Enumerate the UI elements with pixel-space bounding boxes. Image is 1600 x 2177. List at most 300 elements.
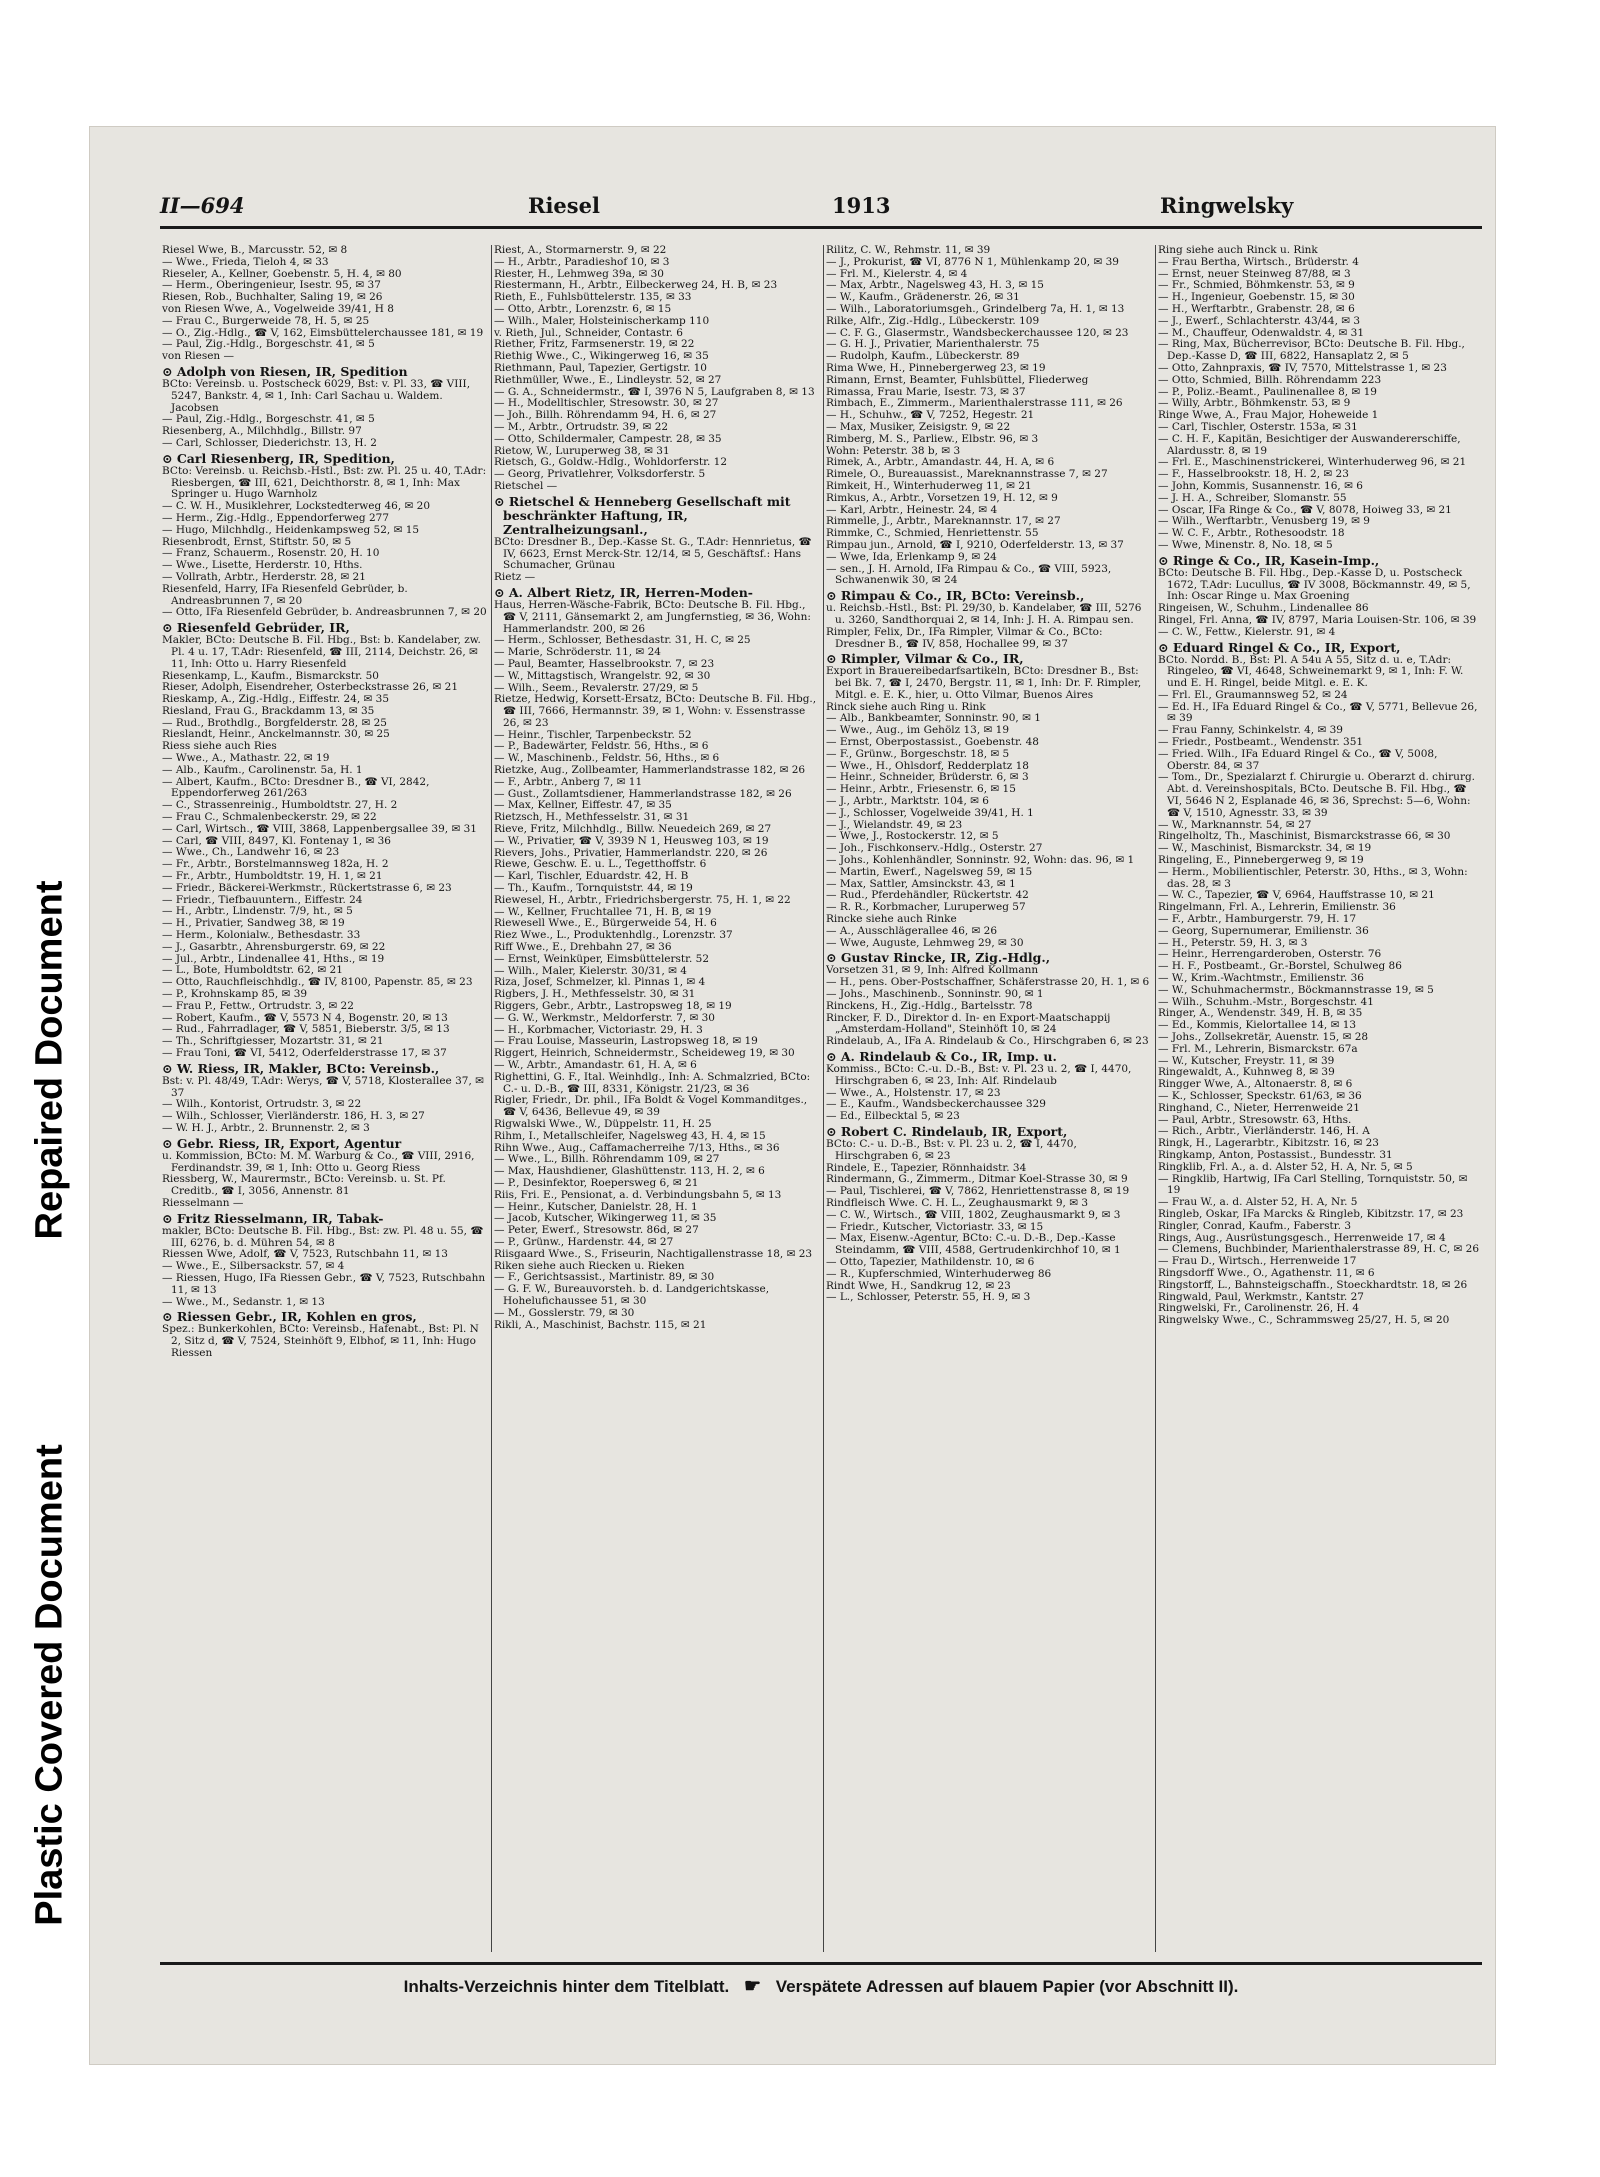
directory-entry: — F., Arbtr., Hamburgerstr. 79, H. 17 <box>1158 913 1357 926</box>
directory-entry: — H., Schuhw., ☎ V, 7252, Hegestr. 21 <box>826 409 1035 422</box>
directory-entry: Ringleb, Oskar, IFa Marcks & Ringleb, Kibitzstr. 17, ✉ 23 <box>1158 1207 1464 1220</box>
directory-entry: — Carl, Wirtsch., ☎ VIII, 3868, Lappenbergsallee 39, ✉ 31 <box>162 822 477 835</box>
directory-entry: — Wilh., Laboratoriumsgeh., Grindelberg 7a, H. 1, ✉ 13 <box>826 302 1125 315</box>
directory-entry: Rihn Wwe., Aug., Caffamacherreihe 7/13, Hths., ✉ 36 <box>494 1141 780 1154</box>
directory-entry: Ringklib, Frl. A., a. d. Alster 52, H. A, Nr. 5, ✉ 5 <box>1158 1160 1413 1173</box>
directory-entry: Ringwelski, Fr., Carolinenstr. 26, H. 4 <box>1158 1302 1360 1315</box>
page-footer <box>160 1975 1482 1998</box>
directory-entry: Ringwelsky Wwe., C., Schrammsweg 25/27, H. 5, ✉ 20 <box>1158 1314 1450 1327</box>
directory-entry: Makler, BCto: Deutsche B. Fil. Hbg., Bst: b. Kandelaber, zw. Pl. 4 u. 17, T.Adr: Riesenfeld, ☎ III, 2114, Deichstr. 26, ✉ 11, Inh: Otto u. Harry Riesenfeld <box>162 634 481 670</box>
directory-entry: — Wilh., Schlosser, Vierländerstr. 186, H. 3, ✉ 27 <box>162 1110 425 1123</box>
directory-entry: Ringeling, E., Pinnebergerweg 9, ✉ 19 <box>1158 854 1364 867</box>
directory-entry: — Karl, Tischler, Eduardstr. 42, H. B <box>494 870 689 883</box>
directory-entry: Rikli, A., Maschinist, Bachstr. 115, ✉ 21 <box>494 1318 707 1331</box>
directory-entry: — Georg, Privatlehrer, Volksdorferstr. 5 <box>494 468 706 481</box>
directory-entry: — J., Arbtr., Marktstr. 104, ✉ 6 <box>826 795 989 808</box>
directory-entry: Riesenbrodt, Ernst, Stiftstr. 50, ✉ 5 <box>162 535 352 548</box>
directory-entry: — Oscar, IFa Ringe & Co., ☎ V, 8078, Hoiweg 33, ✉ 21 <box>1158 503 1452 516</box>
directory-entry: — Wilh., Maler, Kielerstr. 30/31, ✉ 4 <box>494 964 687 977</box>
directory-entry: Rietschel — <box>494 479 558 492</box>
directory-entry: — W., Maschinist, Bismarckstr. 34, ✉ 19 <box>1158 842 1372 855</box>
directory-entry: Spez.: Bunkerkohlen, BCto: Vereinsb., Hafenabt., Bst: Pl. N 2, Sitz d, ☎ V, 7524, Steinhöft 9, Elbhof, ✉ 11, Inh: Hugo Riessen <box>162 1323 479 1359</box>
directory-entry: — K., Schlosser, Speckstr. 61/63, ✉ 36 <box>1158 1089 1362 1102</box>
directory-entry: Rimann, Ernst, Beamter, Fuhlsbüttel, Fliederweg <box>826 373 1089 386</box>
directory-entry: Rigwalski Wwe., W., Düppelstr. 11, H. 25 <box>494 1117 712 1130</box>
directory-entry: — W., Schuhmachermstr., Böckmannstrasse 19, ✉ 5 <box>1158 983 1434 996</box>
directory-entry: Ringeisen, W., Schuhm., Lindenallee 86 <box>1158 602 1369 615</box>
directory-entry: — H. F., Postbeamt., Gr.-Borstel, Schulweg 86 <box>1158 960 1402 973</box>
directory-entry: — Otto, Schmied, Billh. Röhrendamm 223 <box>1158 373 1382 386</box>
directory-entry: Riesen, Rob., Buchhalter, Saling 19, ✉ 26 <box>162 291 383 304</box>
firm-entry: ⊙ Rietschel & Henneberg Gesellschaft mit beschränkter Haftung, IR, Zentralheizungsanl., <box>494 493 791 537</box>
firm-entry: ⊙ Fritz Riesselmann, IR, Tabak- <box>162 1210 384 1226</box>
directory-entry: Ringk, H., Lagerarbtr., Kibitzstr. 16, ✉ 23 <box>1158 1137 1379 1150</box>
directory-entry: Riewesell Wwe., E., Bürgerweide 54, H. 6 <box>494 917 717 930</box>
directory-entry: Riisgaard Wwe., S., Friseurin, Nachtigallenstrasse 18, ✉ 23 <box>494 1247 813 1260</box>
directory-entry: BCto: C.- u. D.-B., Bst: v. Pl. 23 u. 2, ☎ I, 4470, Hirschgraben 6, ✉ 23 <box>826 1137 1077 1162</box>
directory-entry: makler, BCto: Deutsche B. Fil. Hbg., Bst: zw. Pl. 48 u. 55, ☎ III, 6276, b. d. Mühren 54, ✉ 8 <box>162 1224 484 1249</box>
directory-entry: v. Rieth, Jul., Schneider, Contastr. 6 <box>494 326 683 339</box>
directory-entry: — E., Kaufm., Wandsbeckerchaussee 329 <box>826 1098 1046 1111</box>
directory-entry: — Wilh., Kontorist, Ortrudstr. 3, ✉ 22 <box>162 1098 362 1111</box>
directory-entry: — Paul, Beamter, Hasselbrookstr. 7, ✉ 23 <box>494 657 715 670</box>
directory-entry: — A., Ausschlägerallee 46, ✉ 26 <box>826 924 998 937</box>
directory-entry: Riester, H., Lehmweg 39a, ✉ 30 <box>494 267 664 280</box>
directory-entry: Ring siehe auch Rinck u. Rink <box>1158 245 1318 256</box>
directory-entry: Rietsch, G., Goldw.-Hdlg., Wohldorferstr. 12 <box>494 456 728 469</box>
directory-entry: Rimkus, A., Arbtr., Vorsetzen 19, H. 12, ✉ 9 <box>826 491 1058 504</box>
directory-entry: — M., Chauffeur, Odenwaldstr. 4, ✉ 31 <box>1158 326 1365 339</box>
directory-entry: — F., Gerichtsassist., Martinistr. 89, ✉ 30 <box>494 1271 715 1284</box>
directory-entry: BCto: Dresdner B., Dep.-Kasse St. G., T.Adr: Hennrietus, ☎ IV, 6623, Ernst Merck-Str. 12/14, ✉ 5, Geschäftsf.: Hans Schumacher, Grünau <box>494 535 812 572</box>
directory-entry: — Alb., Bankbeamter, Sonninstr. 90, ✉ 1 <box>826 712 1041 725</box>
directory-entry: — C. H. F., Kapitän, Besichtiger der Auswandererschiffe, Alardusstr. 8, ✉ 19 <box>1158 432 1461 457</box>
directory-entry: Ringewaldt, A., Kuhnweg 8, ✉ 39 <box>1158 1066 1335 1079</box>
directory-entry: Rings, Aug., Ausrüstungsgesch., Herrenweide 17, ✉ 4 <box>1158 1231 1446 1244</box>
directory-entry: Rietzsch, H., Methfesselstr. 31, ✉ 31 <box>494 811 690 824</box>
directory-entry: — W., Marknannstr. 54, ✉ 27 <box>1158 818 1312 831</box>
directory-entry: — C. W. H., Musiklehrer, Lockstedterweg 46, ✉ 20 <box>162 500 431 513</box>
directory-entry: — Clemens, Buchbinder, Marienthalerstrasse 89, H. C, ✉ 26 <box>1158 1243 1479 1256</box>
directory-entry: — Riessen, Hugo, IFa Riessen Gebr., ☎ V, 7523, Rutschbahn 11, ✉ 13 <box>162 1271 486 1296</box>
directory-entry: — F., Arbtr., Anberg 7, ✉ 11 <box>494 775 643 788</box>
directory-entry: — Fried. Wilh., IFa Eduard Ringel & Co., ☎ V, 5008, Oberstr. 84, ✉ 37 <box>1158 747 1438 772</box>
directory-entry: — Georg, Supernumerar, Emilienstr. 36 <box>1158 924 1369 937</box>
directory-entry: — C., Strassenreinig., Humboldtstr. 27, H. 2 <box>162 799 398 812</box>
directory-entry: Rincker, F. D., Direktor d. In- en Export-Maatschappij „Amsterdam-Holland", Steinhöft 10, ✉ 24 <box>826 1011 1111 1036</box>
side-label-plastic-covered: Plastic Covered Document <box>28 1444 71 1926</box>
directory-entry: — Karl, Arbtr., Heinestr. 24, ✉ 4 <box>826 503 998 516</box>
directory-entry: Ringelholtz, Th., Maschinist, Bismarckstrasse 66, ✉ 30 <box>1158 830 1451 843</box>
firm-entry: ⊙ Robert C. Rindelaub, IR, Export, <box>826 1123 1068 1139</box>
firm-entry: ⊙ Rimpau & Co., IR, BCto: Vereinsb., <box>826 588 1085 604</box>
directory-entry: — Jul., Arbtr., Lindenallee 41, Hths., ✉ 19 <box>162 952 385 965</box>
directory-entry: — Carl, Tischler, Osterstr. 153a, ✉ 31 <box>1158 420 1358 433</box>
directory-entry: — W., Mittagstisch, Wrangelstr. 92, ✉ 30 <box>494 669 711 682</box>
directory-entry: Rincke siehe auch Rinke <box>826 913 957 926</box>
column-divider <box>823 245 824 1952</box>
directory-entry: — J. H. A., Schreiber, Slomanstr. 55 <box>1158 491 1347 504</box>
directory-entry: — Frl. E., Maschinenstrickerei, Winterhuderweg 96, ✉ 21 <box>1158 456 1467 469</box>
directory-entry: — Herm., Oberingenieur, Isestr. 95, ✉ 37 <box>162 279 381 292</box>
directory-entry: — Rud., Brothdlg., Borgfelderstr. 28, ✉ 25 <box>162 716 387 729</box>
directory-entry: — Wwe., Frieda, Tieloh 4, ✉ 33 <box>162 255 329 268</box>
directory-entry: Rimbach, E., Zimmerm., Marienthalerstrasse 111, ✉ 26 <box>826 397 1123 410</box>
directory-entry: — Herm., Mobilientischler, Peterstr. 30, Hths., ✉ 3, Wohn: das. 28, ✉ 3 <box>1158 865 1468 890</box>
firm-entry: ⊙ Riessen Gebr., IR, Kohlen en gros, <box>162 1309 417 1325</box>
directory-entry: — W. C., Tapezier, ☎ V, 6964, Hauffstrasse 10, ✉ 21 <box>1158 889 1435 902</box>
directory-entry: — Frau P., Fettw., Ortrudstr. 3, ✉ 22 <box>162 999 354 1012</box>
directory-entry: Rieslandt, Heinr., Anckelmannstr. 30, ✉ 25 <box>162 728 390 741</box>
directory-entry: — Wilh., Seem., Revalerstr. 27/29, ✉ 5 <box>494 681 699 694</box>
directory-entry: — H., Arbtr., Lindenstr. 7/9, ht., ✉ 5 <box>162 905 353 918</box>
firm-entry: ⊙ Ringe & Co., IR, Kasein-Imp., <box>1158 552 1380 568</box>
directory-entry: — Frau Fanny, Schinkelstr. 4, ✉ 39 <box>1158 724 1343 737</box>
directory-entry: — H., Korbmacher, Victoriastr. 29, H. 3 <box>494 1023 703 1036</box>
directory-entry: — John, Kommis, Susannenstr. 16, ✉ 6 <box>1158 479 1363 492</box>
directory-entry: — Paul, Arbtr., Stresowstr. 63, Hths. <box>1158 1113 1352 1126</box>
directory-entry: Riesenkamp, L., Kaufm., Bismarckstr. 50 <box>162 669 379 682</box>
column-divider <box>1155 245 1156 1952</box>
directory-entry: — Jacob, Kutscher, Wikingerweg 11, ✉ 35 <box>494 1212 717 1225</box>
directory-entry: — Wwe., L., Billh. Röhrendamm 109, ✉ 27 <box>494 1153 720 1166</box>
directory-entry: Rindelaub, A., IFa A. Rindelaub & Co., Hirschgraben 6, ✉ 23 <box>826 1035 1149 1048</box>
directory-entry: Riether, Fritz, Farmsenerstr. 19, ✉ 22 <box>494 338 695 351</box>
directory-entry: Ringe Wwe, A., Frau Major, Hoheweide 1 <box>1158 409 1379 422</box>
directory-entry: — Wwe., A., Mathastr. 22, ✉ 19 <box>162 752 330 765</box>
directory-entry: Rieser, Adolph, Eisendreher, Osterbeckstrasse 26, ✉ 21 <box>162 681 458 694</box>
directory-entry: — Joh., Fischkonserv.-Hdlg., Osterstr. 27 <box>826 842 1043 855</box>
directory-entry: — Otto, Rauchfleischhdlg., ☎ IV, 8100, Papenstr. 85, ✉ 23 <box>162 976 473 989</box>
directory-entry: — Otto, IFa Riesenfeld Gebrüder, b. Andreasbrunnen 7, ✉ 20 <box>162 606 487 619</box>
directory-entry: Ringsdorff Wwe., O., Agathenstr. 11, ✉ 6 <box>1158 1266 1375 1279</box>
directory-columns <box>162 245 1482 1952</box>
directory-entry: — Wwe., M., Sedanstr. 1, ✉ 13 <box>162 1295 325 1308</box>
directory-entry: Riesenfeld, Harry, IFa Riesenfeld Gebrüder, b. Andreasbrunnen 7, ✉ 20 <box>162 582 408 607</box>
directory-entry: Riggers, Gebr., Arbtr., Lastropsweg 18, ✉ 19 <box>494 1000 732 1013</box>
directory-entry: — Herm., Schlosser, Bethesdastr. 31, H. C, ✉ 25 <box>494 634 751 647</box>
column-divider <box>491 245 492 1952</box>
directory-entry: — Marie, Schröderstr. 11, ✉ 24 <box>494 646 661 659</box>
directory-page <box>90 127 1495 2064</box>
directory-entry: Riff Wwe., E., Drehbahn 27, ✉ 36 <box>494 941 672 954</box>
directory-entry: — Alb., Kaufm., Carolinenstr. 5a, H. 1 <box>162 763 363 776</box>
directory-entry: — Frau D., Wirtsch., Herrenweide 17 <box>1158 1255 1357 1268</box>
side-labels <box>0 0 100 2177</box>
directory-entry: — Frau Bertha, Wirtsch., Brüderstr. 4 <box>1158 255 1359 268</box>
directory-entry: — W. C. F., Arbtr., Rothesoodstr. 18 <box>1158 527 1345 540</box>
directory-entry: — W., Privatier, ☎ V, 3939 N 1, Heusweg 103, ✉ 19 <box>494 834 769 847</box>
directory-entry: — Rud., Pferdehändler, Rückertstr. 42 <box>826 889 1029 902</box>
directory-entry: — Paul, Zig.-Hdlg., Borgeschstr. 41, ✉ 5 <box>162 338 375 351</box>
directory-entry: — Carl, Schlosser, Diederichstr. 13, H. 2 <box>162 436 377 449</box>
directory-entry: Riez Wwe., L., Produktenhdlg., Lorenzstr. 37 <box>494 929 733 942</box>
firm-entry: ⊙ W. Riess, IR, Makler, BCto: Vereinsb., <box>162 1060 440 1076</box>
pointing-hand-icon: ☛ <box>743 1976 762 1997</box>
directory-entry: Riess siehe auch Ries <box>162 740 277 753</box>
directory-entry: Riis, Fri. E., Pensionat, a. d. Verbindungsbahn 5, ✉ 13 <box>494 1188 782 1201</box>
directory-entry: Rindt Wwe, H., Sandkrug 12, ✉ 23 <box>826 1279 1011 1292</box>
directory-entry: Rilke, Alfr., Zig.-Hdlg., Lübeckerstr. 109 <box>826 314 1040 327</box>
directory-entry: Rimassa, Frau Marie, Isestr. 73, ✉ 37 <box>826 385 1026 398</box>
directory-entry: — P., Poliz.-Beamt., Paulinenallee 8, ✉ 19 <box>1158 385 1377 398</box>
column-2 <box>494 245 820 1952</box>
directory-entry: von Riesen — <box>162 350 235 363</box>
directory-entry: — Wwe., H., Ohlsdorf, Redderplatz 18 <box>826 759 1029 772</box>
directory-entry: — Johs., Kohlenhändler, Sonninstr. 92, Wohn: das. 96, ✉ 1 <box>826 854 1135 867</box>
directory-entry: — Otto, Zahnpraxis, ☎ IV, 7570, Mittelstrasse 1, ✉ 23 <box>1158 361 1447 374</box>
directory-entry: — J., Ewerf., Schlachterstr. 43/44, ✉ 3 <box>1158 314 1361 327</box>
directory-entry: — M., Gosslerstr. 79, ✉ 30 <box>494 1306 635 1319</box>
directory-entry: — G. A., Schneidermstr., ☎ I, 3976 N 5, Laufgraben 8, ✉ 13 <box>494 385 815 398</box>
first-name-guide-word: Riesel <box>528 193 600 218</box>
directory-entry: Rimmke, C., Schmied, Henriettenstr. 55 <box>826 527 1039 540</box>
directory-entry: Vorsetzen 31, ✉ 9, Inh: Alfred Kollmann <box>826 964 1039 977</box>
directory-entry: — J., Wielandstr. 49, ✉ 23 <box>826 818 963 831</box>
directory-entry: Riesel Wwe, B., Marcusstr. 52, ✉ 8 <box>162 245 348 256</box>
year: 1913 <box>832 193 891 218</box>
directory-entry: — Joh., Billh. Röhrendamm 94, H. 6, ✉ 27 <box>494 409 717 422</box>
directory-entry: BCto. Nordd. B., Bst: Pl. A 54u A 55, Sitz d. u. e, T.Adr: Ringeleo, ☎ VI, 4648, Schweinemarkt 9, ✉ 1, Inh: F. W. und E. H. Ringel, beide Mitgl. e. E. K. <box>1158 653 1464 690</box>
directory-entry: Rilitz, C. W., Rehmstr. 11, ✉ 39 <box>826 245 991 256</box>
side-label-repaired: Repaired Document <box>28 880 71 1240</box>
directory-entry: — Frau C., Schmalenbeckerstr. 29, ✉ 22 <box>162 811 377 824</box>
directory-entry: — P., Grünw., Hardenstr. 44, ✉ 27 <box>494 1235 674 1248</box>
column-1 <box>162 245 488 1952</box>
directory-entry: — R., Kupferschmied, Winterhuderweg 86 <box>826 1267 1052 1280</box>
directory-entry: — Otto, Tapezier, Mathildenstr. 10, ✉ 6 <box>826 1255 1035 1268</box>
directory-entry: — H., Werftarbtr., Grabenstr. 28, ✉ 6 <box>1158 302 1355 315</box>
directory-entry: Rimmelle, J., Arbtr., Mareknannstr. 17, ✉ 27 <box>826 515 1061 528</box>
directory-entry: — G. H. J., Privatier, Marienthalerstr. 75 <box>826 338 1040 351</box>
directory-entry: Rieskamp, A., Zig.-Hdlg., Eiffestr. 24, ✉ 35 <box>162 693 390 706</box>
directory-entry: Rindele, E., Tapezier, Rönnhaidstr. 34 <box>826 1161 1027 1174</box>
directory-entry: — Frau Toni, ☎ VI, 5412, Oderfelderstrasse 17, ✉ 37 <box>162 1047 447 1059</box>
directory-entry: Rimpler, Felix, Dr., IFa Rimpler, Vilmar & Co., BCto: Dresdner B., ☎ IV, 858, Hochallee 99, ✉ 37 <box>826 625 1103 650</box>
directory-entry: — Rudolph, Kaufm., Lübeckerstr. 89 <box>826 350 1020 363</box>
directory-entry: Ringkamp, Anton, Postassist., Bundesstr. 31 <box>1158 1148 1393 1161</box>
directory-entry: Export in Brauereibedarfsartikeln, BCto: Dresdner B., Bst: bei Bk. 7, ☎ I, 2470, Bergstr. 11, ✉ 1, Inh: Dr. F. Rimpler, Mitgl. e. E. K., hier, u. Otto Vilmar, Buenos Aires <box>826 665 1142 701</box>
header-rule <box>160 226 1482 229</box>
directory-entry: — Fr., Arbtr., Humboldtstr. 19, H. 1, ✉ 21 <box>162 870 383 883</box>
directory-entry: Rimkeit, H., Winterhuderweg 11, ✉ 21 <box>826 479 1032 492</box>
directory-entry: Haus, Herren-Wäsche-Fabrik, BCto: Deutsche B. Fil. Hbg., ☎ V, 2111, Gänsemarkt 2, am Jungfernstieg, ✉ 36, Wohn: Hammerlandstr. 200, ✉ 26 <box>494 598 811 635</box>
directory-entry: — Max, Arbtr., Nagelsweg 43, H. 3, ✉ 15 <box>826 279 1044 292</box>
directory-entry: — Wilh., Maler, Holsteinischerkamp 110 <box>494 314 710 327</box>
directory-entry: Riggert, Heinrich, Schneidermstr., Scheideweg 19, ✉ 30 <box>494 1047 795 1060</box>
directory-entry: — Max, Eisenw.-Agentur, BCto: C.-u. D.-B., Dep.-Kasse Steindamm, ☎ VIII, 4588, Gertrudenkirchhof 10, ✉ 1 <box>826 1232 1121 1257</box>
directory-entry: — F., Hasselbrookstr. 18, H. 2, ✉ 23 <box>1158 468 1349 481</box>
directory-entry: — W., Maschinenb., Feldstr. 56, Hths., ✉ 6 <box>494 752 720 765</box>
directory-entry: — Wwe., Lisette, Herderstr. 10, Hths. <box>162 559 363 572</box>
directory-entry: u. Kommission, BCto: M. M. Warburg & Co., ☎ VIII, 2916, Ferdinandstr. 39, ✉ 1, Inh: Otto u. Georg Riess <box>162 1149 475 1174</box>
directory-entry: — Gust., Zollamtsdiener, Hammerlandstrasse 182, ✉ 26 <box>494 787 792 800</box>
directory-entry: Rieve, Fritz, Milchhdlg., Billw. Neuedeich 269, ✉ 27 <box>494 823 772 836</box>
firm-entry: ⊙ Adolph von Riesen, IR, Spedition <box>162 363 408 379</box>
directory-entry: — J., Prokurist, ☎ VI, 8776 N 1, Mühlenkamp 20, ✉ 39 <box>826 255 1119 268</box>
directory-entry: — M., Arbtr., Ortrudstr. 39, ✉ 22 <box>494 420 669 433</box>
directory-entry: — Frau W., a. d. Alster 52, H. A, Nr. 5 <box>1158 1196 1358 1209</box>
directory-entry: — Ringklib, Hartwig, IFa Carl Stelling, Tornquiststr. 50, ✉ 19 <box>1158 1172 1468 1197</box>
directory-entry: — Heinr., Tischler, Tarpenbeckstr. 52 <box>494 728 692 741</box>
directory-entry: — Wwe, Ida, Erlenkamp 9, ✉ 24 <box>826 550 997 563</box>
directory-entry: — L., Schlosser, Peterstr. 55, H. 9, ✉ 3 <box>826 1291 1031 1304</box>
last-name-guide-word: Ringwelsky <box>1160 193 1294 218</box>
directory-entry: — H., Privatier, Sandweg 38, ✉ 19 <box>162 917 345 930</box>
directory-entry: — Albert, Kaufm., BCto: Dresdner B., ☎ VI, 2842, Eppendorferweg 261/263 <box>162 775 430 800</box>
firm-entry: ⊙ Rimpler, Vilmar & Co., IR, <box>826 651 1024 667</box>
directory-entry: — sen., J. H. Arnold, IFa Rimpau & Co., ☎ VIII, 5923, Schwanenwik 30, ✉ 24 <box>826 562 1112 587</box>
directory-entry: — F., Grünw., Borgeschstr. 18, ✉ 5 <box>826 747 1010 760</box>
directory-entry: Riethig Wwe., C., Wikingerweg 16, ✉ 35 <box>494 350 709 363</box>
directory-entry: — Ed., Eilbecktal 5, ✉ 23 <box>826 1110 960 1123</box>
directory-entry: — Frau Louise, Masseurin, Lastropsweg 18, ✉ 19 <box>494 1035 758 1048</box>
directory-entry: — Ed., Kommis, Kielortallee 14, ✉ 13 <box>1158 1019 1357 1032</box>
directory-entry: — Heinr., Arbtr., Friesenstr. 6, ✉ 15 <box>826 783 1016 796</box>
directory-entry: Rimberg, M. S., Parliew., Elbstr. 96, ✉ 3 <box>826 432 1039 445</box>
directory-entry: — P., Krohnskamp 85, ✉ 39 <box>162 988 308 1001</box>
directory-entry: — Wwe., Aug., im Gehölz 13, ✉ 19 <box>826 724 1010 737</box>
directory-entry: — Frau C., Burgerweide 78, H. 5, ✉ 25 <box>162 314 370 327</box>
directory-entry: — Franz, Schauerm., Rosenstr. 20, H. 10 <box>162 547 380 560</box>
directory-entry: — P., Desinfektor, Roepersweg 6, ✉ 21 <box>494 1176 699 1189</box>
directory-entry: — Willy, Arbtr., Böhmkenstr. 53, ✉ 9 <box>1158 397 1351 410</box>
directory-entry: BCto: Vereinsb. u. Reichsb.-Hstl., Bst: zw. Pl. 25 u. 40, T.Adr: Riesbergen, ☎ III, 621, Deichthorstr. 8, ✉ 1, Inh: Max Springer u. Hugo Warnholz <box>162 464 487 501</box>
directory-entry: — Ernst, neuer Steinweg 87/88, ✉ 3 <box>1158 267 1351 280</box>
directory-entry: Ringger Wwe, A., Altonaerstr. 8, ✉ 6 <box>1158 1078 1353 1091</box>
directory-entry: Rindfleisch Wwe. C. H. L., Zeughausmarkt 9, ✉ 3 <box>826 1196 1089 1209</box>
directory-entry: Rima Wwe, H., Pinnebergerweg 23, ✉ 19 <box>826 361 1046 374</box>
directory-entry: — Vollrath, Arbtr., Herderstr. 28, ✉ 21 <box>162 570 366 583</box>
directory-entry: — Ernst, Weinküper, Eimsbüttelerstr. 52 <box>494 952 710 965</box>
directory-entry: — Wilh., Schuhm.-Mstr., Borgeschstr. 41 <box>1158 995 1374 1008</box>
directory-entry: — Martin, Ewerf., Nagelsweg 59, ✉ 15 <box>826 865 1033 878</box>
directory-entry: — Fr., Arbtr., Borstelmannsweg 182a, H. 2 <box>162 858 389 871</box>
directory-entry: — Paul, Tischlerei, ☎ V, 7862, Henriettenstrasse 8, ✉ 19 <box>826 1185 1130 1198</box>
directory-entry: — C. F. G., Glasermstr., Wandsbeckerchaussee 120, ✉ 23 <box>826 326 1129 339</box>
directory-entry: Rimele, O., Bureauassist., Mareknannstrasse 7, ✉ 27 <box>826 468 1108 481</box>
directory-entry: — O., Zig.-Hdlg., ☎ V, 162, Eimsbüttelerchaussee 181, ✉ 19 <box>162 326 484 339</box>
directory-entry: — Wwe., A., Holstenstr. 17, ✉ 23 <box>826 1086 1001 1099</box>
directory-entry: Ringstorff, L., Bahnsteigschaffn., Stoeckhardtstr. 18, ✉ 26 <box>1158 1278 1468 1291</box>
directory-entry: Rindermann, G., Zimmerm., Ditmar Koel-Strasse 30, ✉ 9 <box>826 1173 1128 1186</box>
directory-entry: u. Reichsb.-Hstl., Bst: Pl. 29/30, b. Kandelaber, ☎ III, 5276 u. 3260, Sandthorquai 2, ✉ 14, Inh: J. H. A. Rimpau sen. <box>826 602 1142 626</box>
directory-entry: Rinck siehe auch Ring u. Rink <box>826 700 986 713</box>
directory-entry: Rietz — <box>494 571 536 584</box>
directory-entry: Ringelmann, Frl. A., Lehrerin, Emilienstr. 36 <box>1158 901 1396 914</box>
directory-entry: — J., Gasarbtr., Ahrensburgerstr. 69, ✉ 22 <box>162 940 386 953</box>
directory-entry: Rimek, A., Arbtr., Amandastr. 44, H. A, ✉ 6 <box>826 456 1055 469</box>
directory-entry: — G. F. W., Bureauvorsteh. b. d. Landgerichtskasse, Hohelufichaussee 51, ✉ 30 <box>494 1283 770 1307</box>
directory-entry: Rinckens, H., Zig.-Hdlg., Bartelsstr. 78 <box>826 999 1033 1012</box>
page-header <box>160 187 1482 229</box>
directory-entry: Bst: v. Pl. 48/49, T.Adr: Werys, ☎ V, 5718, Klosterallee 37, ✉ 37 <box>162 1074 484 1099</box>
directory-entry: Riken siehe auch Riecken u. Rieken <box>494 1259 685 1272</box>
directory-entry: — Peter, Ewerf., Stresowstr. 86d, ✉ 27 <box>494 1224 699 1237</box>
directory-entry: von Riesen Wwe, A., Vogelweide 39/41, H 8 <box>162 302 394 315</box>
directory-entry: Riewesel, H., Arbtr., Friedrichsbergerstr. 75, H. 1, ✉ 22 <box>494 893 791 906</box>
directory-entry: — H., Peterstr. 59, H. 3, ✉ 3 <box>1158 936 1308 949</box>
directory-entry: Ringwald, Paul, Werkmstr., Kantstr. 27 <box>1158 1290 1364 1303</box>
directory-entry: — L., Bote, Humboldtstr. 62, ✉ 21 <box>162 964 343 977</box>
directory-entry: — Max, Sattler, Amsinckstr. 43, ✉ 1 <box>826 877 1016 890</box>
directory-entry: — W., Kutscher, Freystr. 11, ✉ 39 <box>1158 1054 1335 1067</box>
directory-entry: Rietze, Hedwig, Korsett-Ersatz, BCto: Deutsche B. Fil. Hbg., ☎ III, 7666, Hermannstr. 39, ✉ 1, Wohn: v. Essenstrasse 26, ✉ 23 <box>494 693 817 729</box>
firm-entry: ⊙ A. Rindelaub & Co., IR, Imp. u. <box>826 1049 1057 1064</box>
directory-entry: Rimpau jun., Arnold, ☎ I, 9210, Oderfelderstr. 13, ✉ 37 <box>826 538 1124 551</box>
directory-entry: Riessen Wwe, Adolf, ☎ V, 7523, Rutschbahn 11, ✉ 13 <box>162 1248 448 1261</box>
directory-entry: — Otto, Schildermaler, Campestr. 28, ✉ 35 <box>494 432 722 445</box>
directory-entry: — C. W., Wirtsch., ☎ VIII, 1802, Zeughausmarkt 9, ✉ 3 <box>826 1208 1121 1221</box>
page-number: II—694 <box>160 193 245 218</box>
directory-entry: — Tom., Dr., Spezialarzt f. Chirurgie u. Oberarzt d. chirurg. Abt. d. Vereinshospitals, BCto. Deutsche B. Fil. Hbg., ☎ VI, 5646 N 2, Esplanade 46, ✉ 36, Sprechst: 5—6, Wohn: ☎ V, 1510, Agnesstr. 33, ✉ 39 <box>1158 771 1476 819</box>
directory-entry: — H., pens. Ober-Postschaffner, Schäferstrasse 20, H. 1, ✉ 6 <box>826 976 1150 989</box>
directory-entry: Riestermann, H., Arbtr., Eilbeckerweg 24, H. B, ✉ 23 <box>494 279 778 292</box>
directory-entry: Riesland, Frau G., Brackdamm 13, ✉ 35 <box>162 704 375 717</box>
directory-entry: Riessberg, W., Maurermstr., BCto: Vereinsb. u. St. Pf. Creditb., ☎ I, 3056, Annenstr. 81 <box>162 1173 446 1198</box>
directory-entry: Riest, A., Stormarnerstr. 9, ✉ 22 <box>494 245 667 256</box>
directory-entry: — Frl. M., Kielerstr. 4, ✉ 4 <box>826 267 968 280</box>
directory-entry: BCto: Vereinsb. u. Postscheck 6029, Bst: v. Pl. 33, ☎ VIII, 5247, Bankstr. 4, ✉ 1, Inh: Carl Sachau u. Waldem. Jacobsen <box>162 377 471 414</box>
directory-entry: — Heinr., Kutscher, Danielstr. 28, H. 1 <box>494 1200 698 1213</box>
directory-entry: — Fr., Schmied, Böhmkenstr. 53, ✉ 9 <box>1158 279 1355 292</box>
directory-entry: Rihm, I., Metallschleifer, Nagelsweg 43, H. 4, ✉ 15 <box>494 1129 766 1142</box>
directory-entry: — Th., Schriftgiesser, Mozartstr. 31, ✉ 21 <box>162 1035 384 1048</box>
directory-entry: — R. R., Korbmacher, Luruperweg 57 <box>826 901 1026 914</box>
directory-entry: Riesselmann — <box>162 1196 244 1209</box>
directory-entry: — P., Badewärter, Feldstr. 56, Hths., ✉ 6 <box>494 740 709 753</box>
directory-entry: — W., Kellner, Fruchtallee 71, H. B, ✉ 19 <box>494 905 712 918</box>
directory-entry: — H., Arbtr., Paradieshof 10, ✉ 3 <box>494 255 670 268</box>
directory-entry: — Wwe, J., Rostockerstr. 12, ✉ 5 <box>826 830 999 843</box>
firm-entry: ⊙ Riesenfeld Gebrüder, IR, <box>162 620 350 636</box>
directory-entry: Righettini, G. F., Ital. Weinhdlg., Inh: A. Schmalzried, BCto: C.- u. D.-B., ☎ III, 8331, Königstr. 21/23, ✉ 36 <box>494 1070 811 1095</box>
directory-entry: Riethmann, Paul, Tapezier, Gertigstr. 10 <box>494 361 707 374</box>
directory-entry: — Th., Kaufm., Tornquiststr. 44, ✉ 19 <box>494 882 693 895</box>
directory-entry: Rietzke, Aug., Zollbeamter, Hammerlandstrasse 182, ✉ 26 <box>494 764 806 777</box>
directory-entry: Ringel, Frl. Anna, ☎ IV, 8797, Maria Louisen-Str. 106, ✉ 39 <box>1158 613 1477 626</box>
directory-entry: — Friedr., Tiefbauuntern., Eiffestr. 24 <box>162 893 363 906</box>
firm-entry: ⊙ Gustav Rincke, IR, Zig.-Hdlg., <box>826 950 1051 966</box>
directory-entry: Rigbers, J. H., Methfesselstr. 30, ✉ 31 <box>494 988 696 1001</box>
directory-entry: — G. W., Werkmstr., Meldorferstr. 7, ✉ 30 <box>494 1011 715 1024</box>
directory-entry: — Hugo, Milchhdlg., Heidenkampsweg 52, ✉ 15 <box>162 523 420 536</box>
directory-entry: — W., Krim.-Wachtmstr., Emilienstr. 36 <box>1158 972 1364 985</box>
directory-entry: — Otto, Arbtr., Lorenzstr. 6, ✉ 15 <box>494 302 672 315</box>
directory-entry: — W., Arbtr., Amandastr. 61, H. A, ✉ 6 <box>494 1059 697 1071</box>
directory-entry: — H., Ingenieur, Goebenstr. 15, ✉ 30 <box>1158 291 1355 304</box>
directory-entry: — Max, Haushdiener, Glashüttenstr. 113, H. 2, ✉ 6 <box>494 1165 765 1178</box>
directory-entry: — Frl. M., Lehrerin, Bismarckstr. 67a <box>1158 1042 1358 1055</box>
directory-entry: — Max, Musiker, Zeisigstr. 9, ✉ 22 <box>826 420 1011 433</box>
directory-entry: Wohn: Peterstr. 38 b, ✉ 3 <box>826 444 961 457</box>
directory-entry: Ringer, A., Wendenstr. 349, H. B, ✉ 35 <box>1158 1007 1363 1020</box>
directory-entry: — Friedr., Bäckerei-Werkmstr., Rückertstrasse 6, ✉ 23 <box>162 881 452 894</box>
directory-entry: — Heinr., Schneider, Brüderstr. 6, ✉ 3 <box>826 771 1029 784</box>
directory-entry: — Herm., Kolonialw., Bethesdastr. 33 <box>162 929 361 942</box>
directory-entry: — Ring, Max, Bücherrevisor, BCto: Deutsche B. Fil. Hbg., Dep.-Kasse D, ☎ III, 6822, Hansaplatz 2, ✉ 5 <box>1158 338 1465 363</box>
directory-entry: — Paul, Zig.-Hdlg., Borgeschstr. 41, ✉ 5 <box>162 413 375 426</box>
footer-late-addresses-note: Verspätete Adressen auf blauem Papier (vor Abschnitt II). <box>775 1977 1239 1996</box>
directory-entry: — Johs., Zollsekretär, Auenstr. 15, ✉ 28 <box>1158 1031 1369 1043</box>
directory-entry: Ringhand, C., Nieter, Herrenweide 21 <box>1158 1101 1360 1114</box>
directory-entry: Riesenberg, A., Milchhdlg., Billstr. 97 <box>162 425 362 438</box>
directory-entry: — Heinr., Herrengarderoben, Osterstr. 76 <box>1158 948 1382 961</box>
directory-entry: Rigler, Friedr., Dr. phil., IFa Boldt & Vogel Kommanditges., ☎ V, 6436, Bellevue 49, ✉ 39 <box>494 1094 808 1119</box>
directory-entry: Rieseler, A., Kellner, Goebenstr. 5, H. 4, ✉ 80 <box>162 267 402 280</box>
directory-entry: — Robert, Kaufm., ☎ V, 5573 N 4, Bogenstr. 20, ✉ 13 <box>162 1011 448 1024</box>
firm-entry: ⊙ A. Albert Rietz, IR, Herren-Moden- <box>494 584 753 600</box>
